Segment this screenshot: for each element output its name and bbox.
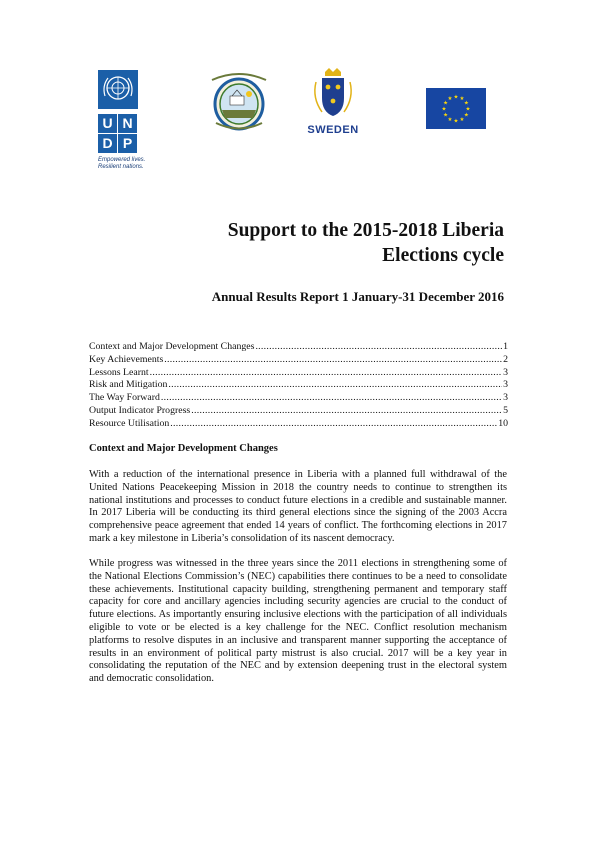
toc-entry-title: Context and Major Development Changes (89, 341, 255, 352)
toc-entry-page: 5 (503, 404, 508, 416)
toc-entry[interactable] (89, 354, 508, 367)
document-title (174, 218, 504, 268)
eu-star-icon: ★ (447, 116, 453, 123)
eu-star-icon: ★ (465, 106, 471, 113)
undp-logo (98, 70, 160, 171)
undp-letter-d: D (98, 134, 117, 153)
toc-entry-title: Resource Utilisation (89, 417, 170, 429)
table-of-contents (89, 341, 508, 431)
toc-leader (168, 379, 502, 392)
toc-entry-page: 1 (503, 341, 508, 352)
toc-entry-page: 3 (503, 392, 508, 404)
toc-leader (161, 392, 502, 405)
sweden-crest-icon (302, 68, 364, 118)
toc-entry-title: Lessons Learnt (89, 366, 149, 378)
sweden-logo (302, 68, 364, 136)
eu-flag-icon (426, 88, 486, 129)
toc-entry-title: Key Achievements (89, 353, 164, 365)
eu-star-icon: ★ (463, 112, 469, 119)
document-subtitle: Annual Results Report 1 January-31 December 2016 (211, 289, 504, 304)
title-line-2: Elections cycle (382, 245, 504, 266)
eu-star-icon: ★ (453, 94, 459, 101)
toc-entry[interactable] (89, 341, 508, 354)
toc-entry[interactable] (89, 379, 508, 392)
eu-star-icon: ★ (459, 116, 465, 123)
undp-letter-n: N (118, 114, 137, 133)
eu-star-icon: ★ (459, 96, 465, 103)
toc-leader (191, 405, 502, 418)
undp-tagline (98, 157, 168, 171)
undp-letter-u: U (98, 114, 117, 133)
paragraph: While progress was witnessed in the three years since the 2011 elections in strengthening some of the National Elections Commission’s (NEC) capabilities there continues to be a need to consolidate these achievements. Institutional capacity building, strengthening permanent and temporary staff capacity for core and ancillary agencies including security agencies are crucial to the conduct of future elections. As importantly ensuring inclusive elections with the participation of all individuals eligible to vote or be elected is a key challenge for the NEC. Conflict resolution mechanism platforms to resolve disputes in an inclusive and transparent manner supporting the acceptance of results in an environment of political party mistrust is also crucial. 2017 will be a key year in consolidating the reputation of the NEC and by extension deepening trust in the electoral system and democratic consolidation. (89, 558, 507, 685)
toc-entry-title: Risk and Mitigation (89, 379, 168, 391)
toc-entry[interactable] (89, 418, 508, 431)
toc-entry[interactable] (89, 392, 508, 405)
undp-tagline-line-2: Resilient nations. (98, 164, 144, 170)
toc-leader (150, 367, 503, 380)
section-heading: Context and Major Development Changes (89, 443, 278, 454)
eu-star-icon: ★ (443, 100, 449, 107)
undp-letter-p: P (118, 134, 137, 153)
toc-leader (255, 341, 502, 354)
toc-entry-page: 3 (503, 379, 508, 391)
toc-entry-page: 3 (503, 366, 508, 378)
sweden-wordmark: SWEDEN (307, 124, 359, 136)
toc-entry-page: 2 (503, 353, 508, 365)
title-line-1: Support to the 2015-2018 Liberia (227, 220, 504, 241)
toc-leader (164, 354, 502, 367)
un-emblem-icon (98, 70, 138, 109)
toc-entry-page: 10 (498, 417, 508, 429)
toc-entry-title: The Way Forward (89, 392, 160, 404)
toc-entry-title: Output Indicator Progress (89, 404, 191, 416)
eu-star-icon: ★ (453, 118, 459, 125)
liberia-seal-icon (204, 66, 274, 134)
eu-star-icon: ★ (447, 96, 453, 103)
eu-star-icon: ★ (463, 100, 469, 107)
eu-star-icon: ★ (443, 112, 449, 119)
toc-entry[interactable] (89, 367, 508, 380)
eu-star-icon: ★ (441, 106, 447, 113)
paragraph: With a reduction of the international presence in Liberia with a planned full withdrawal of the United Nations Peacekeeping Mission in 2018 the country needs to continue to strengthen its national institutions and processes to conduct future elections in a credible and sustainable manner. In 2017 Liberia will be conducting its third general elections since the signing of the 2003 Accra comprehensive peace agreement that ended 14 years of conflict. The forthcoming elections in 2017 mark a key milestone in Liberia’s consolidation of its nascent democracy. (89, 469, 507, 544)
toc-leader (170, 418, 497, 431)
toc-entry[interactable] (89, 405, 508, 418)
undp-tagline-line-1: Empowered lives. (98, 157, 146, 163)
